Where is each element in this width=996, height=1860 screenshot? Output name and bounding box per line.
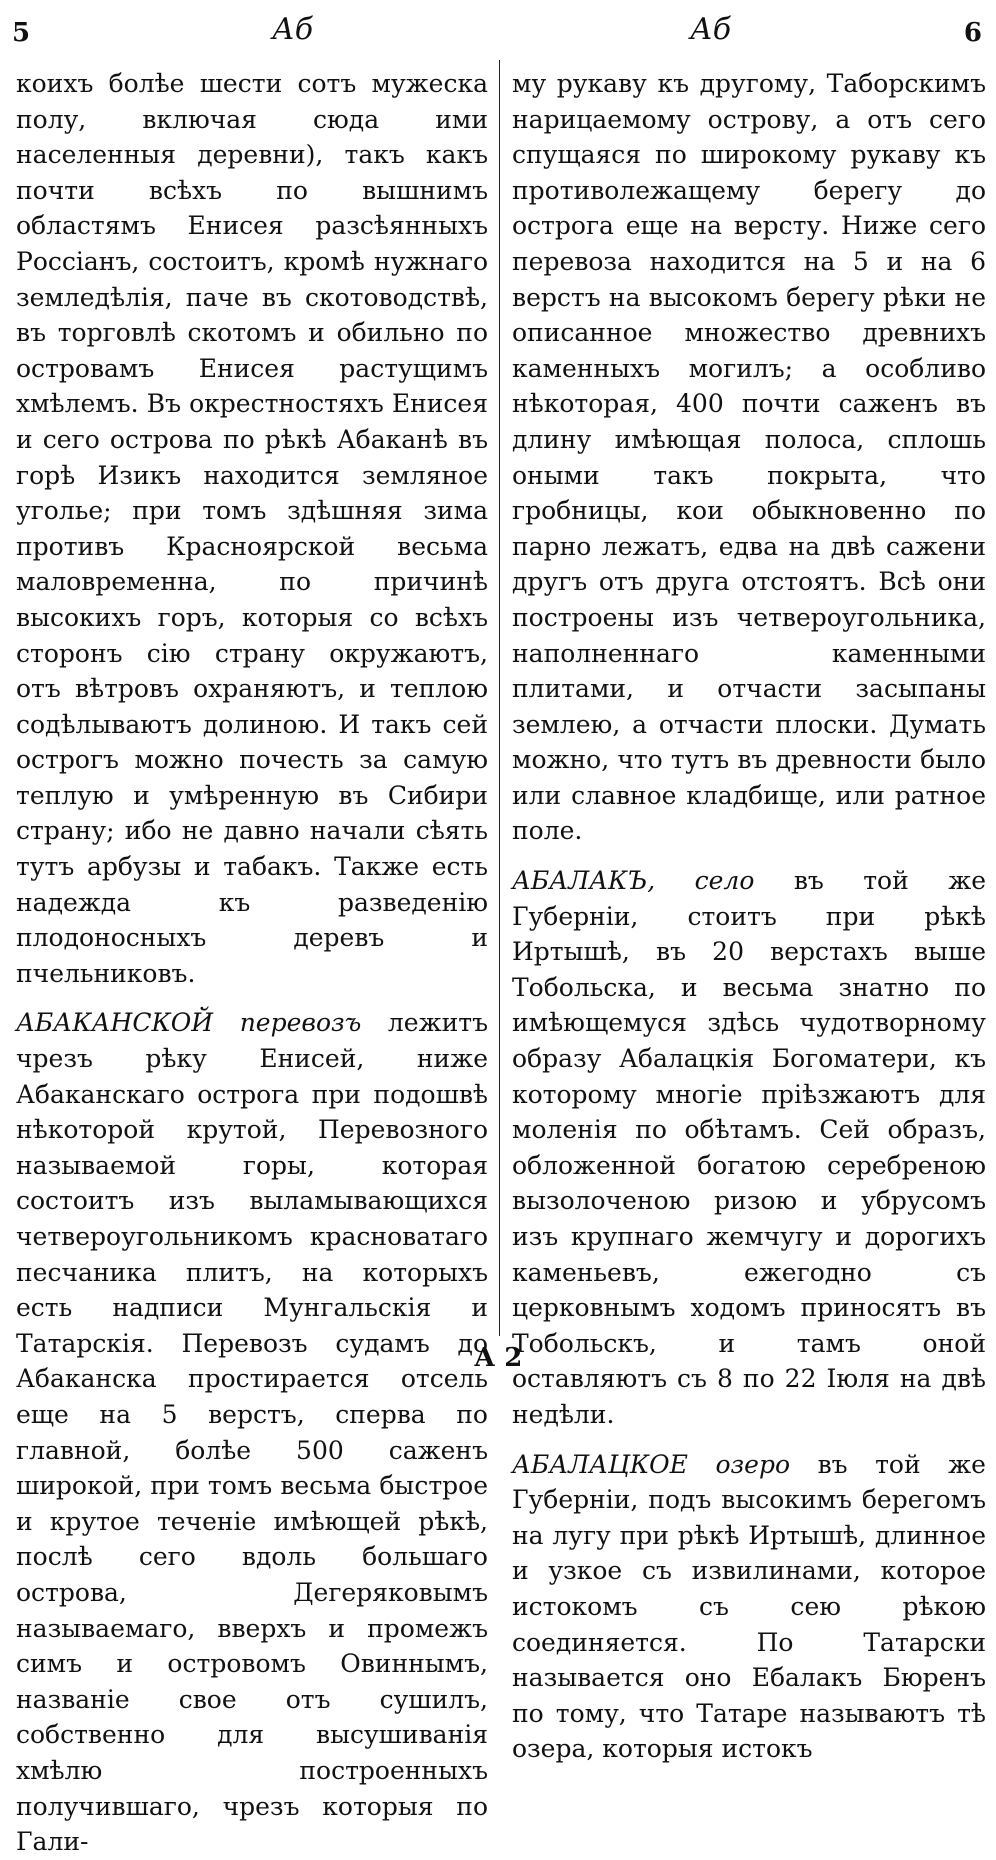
entry-headword: АБАЛАКЪ, село — [512, 866, 755, 896]
left-text-column — [16, 66, 488, 1860]
entry-body: въ той же Губерніи, стоитъ при рѣкѣ Иртышѣ, въ 20 верстахъ выше Тобольска, и весьма знатно по имѣющемуся здѣсь чудотворному образу Абалацкія Богоматери, къ которому многіе пріѣзжаютъ для моленія по обѣтамъ. Сей образъ, обложенной богатою серебреною вызолоченою ризою и убрусомъ изъ крупнаго жемчугу и дорогихъ каменьевъ, ежегодно съ церковнымъ ходомъ приносятъ въ Тобольскъ, и тамъ оной оставляютъ съ 8 по 22 Іюля на двѣ недѣли. — [512, 866, 986, 1429]
right-page-number: 6 — [963, 18, 982, 48]
entry-body: въ той же Губерніи, подъ высокимъ берегомъ на лугу при рѣкѣ Иртышѣ, длинное и узкое съ извилинами, которое истокомъ съ сею рѣкою соединяется. По Татарски называется оно Ебалакъ Бюренъ по тому, что Татаре называютъ тѣ озера, которыя истокъ — [512, 1449, 986, 1764]
left-running-head: Аб — [272, 12, 314, 47]
column-divider — [499, 60, 500, 1336]
right-text-column — [512, 66, 986, 1767]
left-page-number: 5 — [12, 18, 31, 48]
right-paragraph-continuation: му рукаву къ другому, Таборскимъ нарицаемому острову, а отъ сего спущаяся по широкому рукаву къ противолежащему берегу до острога еще на версту. Ниже сего перевоза находится на 5 и на 6 верстъ на высокомъ берегу рѣки не описанное множество древнихъ каменныхъ могилъ; а особливо нѣкоторая, 400 почти саженъ въ длину имѣющая полоса, сплошь оными такъ покрыта, что гробницы, кои обыкновенно по парно лежатъ, едва на двѣ сажени другъ отъ друга отстоятъ. Всѣ они построены изъ четвероугольника, наполненнаго каменными плитами, и отчасти засыпаны землею, а отчасти плоски. Думать можно, что тутъ въ древности было или славное кладбище, или ратное поле. — [512, 69, 986, 846]
entry-abalatskoe-ozero — [512, 1447, 986, 1767]
entry-abakanskoy-perevoz — [16, 1005, 488, 1859]
entry-headword: АБАКАНСКОЙ перевозъ — [16, 1008, 362, 1038]
printer-signature-mark: А 2 — [474, 1343, 523, 1373]
left-paragraph-continuation: коихъ болѣе шести сотъ мужеска полу, включая сюда ими населенныя деревни), такъ какъ почти всѣхъ по вышнимъ областямъ Енисея разсѣянныхъ Россіанъ, состоитъ, кромѣ нужнаго земледѣлія, паче въ скотоводствѣ, въ торговлѣ скотомъ и обильно по островамъ Енисея растущимъ хмѣлемъ. Въ окрестностяхъ Енисея и сего острова по рѣкѣ Абаканѣ въ горѣ Изикъ находится земляное уголье; при томъ здѣшняя зима противъ Красноярской весьма маловременна, по причинѣ высокихъ горъ, которыя со всѣхъ сторонъ сію страну окружаютъ, отъ вѣтровъ охраняютъ, и теплою содѣлываютъ долиною. И такъ сей острогъ можно почесть за самую теплую и умѣренную въ Сибири страну; ибо не давно начали сѣять тутъ арбузы и табакъ. Также есть надежда къ разведенію плодоносныхъ деревъ и пчельниковъ. — [16, 69, 488, 988]
entry-headword: АБАЛАЦКОЕ озеро — [512, 1449, 791, 1479]
right-running-head: Аб — [690, 12, 732, 47]
entry-body: лежитъ чрезъ рѣку Енисей, ниже Абаканскаго острога при подошвѣ нѣкоторой крутой, Перевозного называемой горы, которая состоитъ изъ выламывающихся четвероугольникомъ красноватаго песчаника плитъ, на которыхъ есть надписи Мунгальскія и Татарскія. Перевозъ судамъ до Абаканска простирается отсель еще на 5 верстъ, сперва по главной, болѣе 500 саженъ широкой, при томъ весьма быстрое и крутое теченіе имѣющей рѣкѣ, послѣ сего вдоль большаго острова, Дегеряковымъ называемаго, вверхъ и промежъ симъ и островомъ Овиннымъ, названіе свое отъ сушилъ, собственно для высушиванія хмѣлю построенныхъ получившаго, чрезъ которыя по Гали- — [16, 1008, 488, 1857]
entry-abalak — [512, 863, 986, 1433]
